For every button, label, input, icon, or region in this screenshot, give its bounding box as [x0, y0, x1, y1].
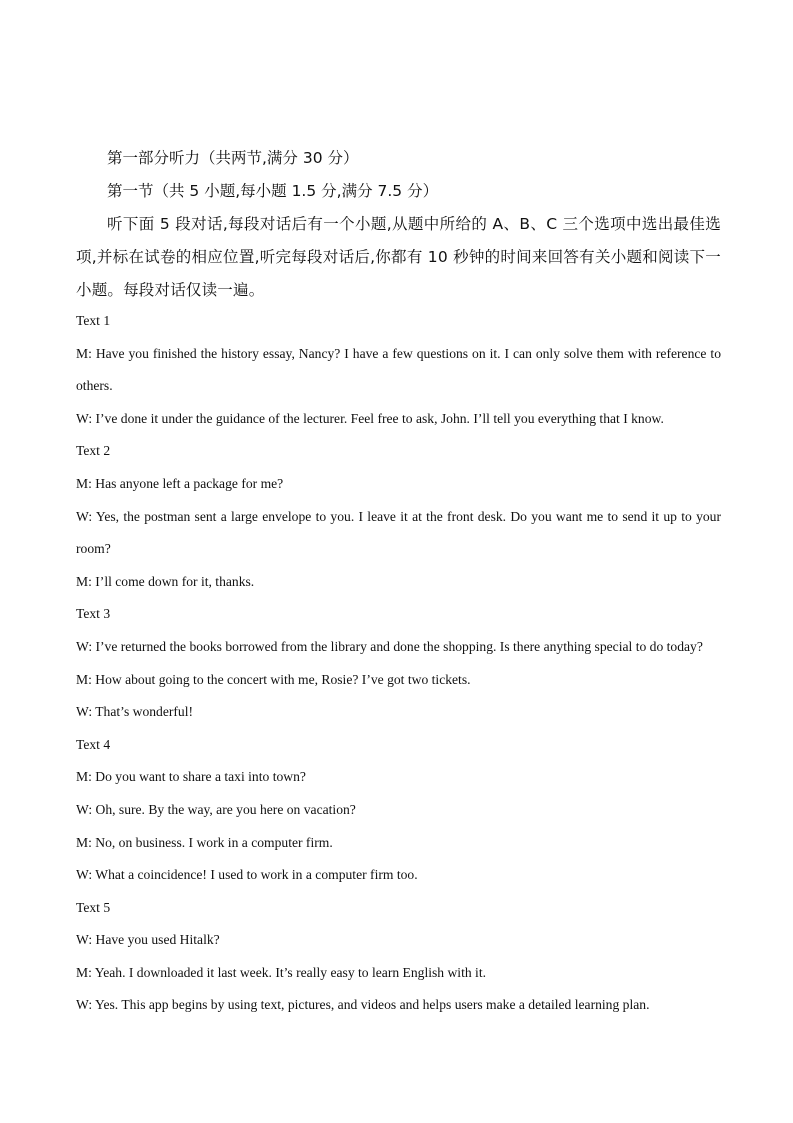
dialogue-line: W: What a coincidence! I used to work in a computer firm too.: [76, 867, 418, 883]
instructions-paragraph: 听下面 5 段对话,每段对话后有一个小题,从题中所给的 A、B、C 三个选项中选出最佳选项,并标在试卷的相应位置,听完每段对话后,你都有 10 秒钟的时间来回答有关小题和阅读下一小题。每段对话仅读一遍。: [76, 215, 721, 299]
dialogue-line: M: How about going to the concert with me, Rosie? I’ve got two tickets.: [76, 671, 471, 687]
listening-transcript: [76, 305, 721, 1022]
text-heading: Text 1: [76, 313, 111, 328]
dialogue-line: M: Do you want to share a taxi into town?: [76, 769, 306, 785]
dialogue-line: M: I’ll come down for it, thanks.: [76, 573, 255, 589]
text-heading: Text 2: [76, 443, 111, 459]
dialogue-line: W: Oh, sure. By the way, are you here on vacation?: [76, 801, 356, 817]
dialogue-line: W: I’ve done it under the guidance of the lecturer. Feel free to ask, John. I’ll tell you everything that I know.: [76, 410, 664, 426]
dialogue-line: M: Has anyone left a package for me?: [76, 475, 284, 491]
section-title: 第一节（共 5 小题,每小题 1.5 分,满分 7.5 分）: [107, 182, 439, 200]
dialogue-line: M: Have you finished the history essay, Nancy? I have a few questions on it. I can only solve them with reference to others.: [76, 345, 721, 394]
dialogue-line: W: Yes. This app begins by using text, pictures, and videos and helps users make a detailed learning plan.: [76, 997, 650, 1013]
text-heading: Text 3: [76, 606, 111, 622]
dialogue-line: M: No, on business. I work in a computer firm.: [76, 834, 333, 850]
text-heading: Text 4: [76, 736, 111, 752]
dialogue-line: W: Have you used Hitalk?: [76, 932, 220, 948]
part-title: 第一部分听力（共两节,满分 30 分）: [107, 149, 359, 167]
dialogue-line: W: Yes, the postman sent a large envelope to you. I leave it at the front desk. Do you want me to send it up to your room?: [76, 508, 721, 557]
dialogue-line: W: I’ve returned the books borrowed from the library and done the shopping. Is there anything special to do today?: [76, 638, 703, 654]
dialogue-line: W: That’s wonderful!: [76, 704, 194, 720]
text-heading: Text 5: [76, 899, 111, 915]
dialogue-line: M: Yeah. I downloaded it last week. It’s really easy to learn English with it.: [76, 964, 487, 980]
